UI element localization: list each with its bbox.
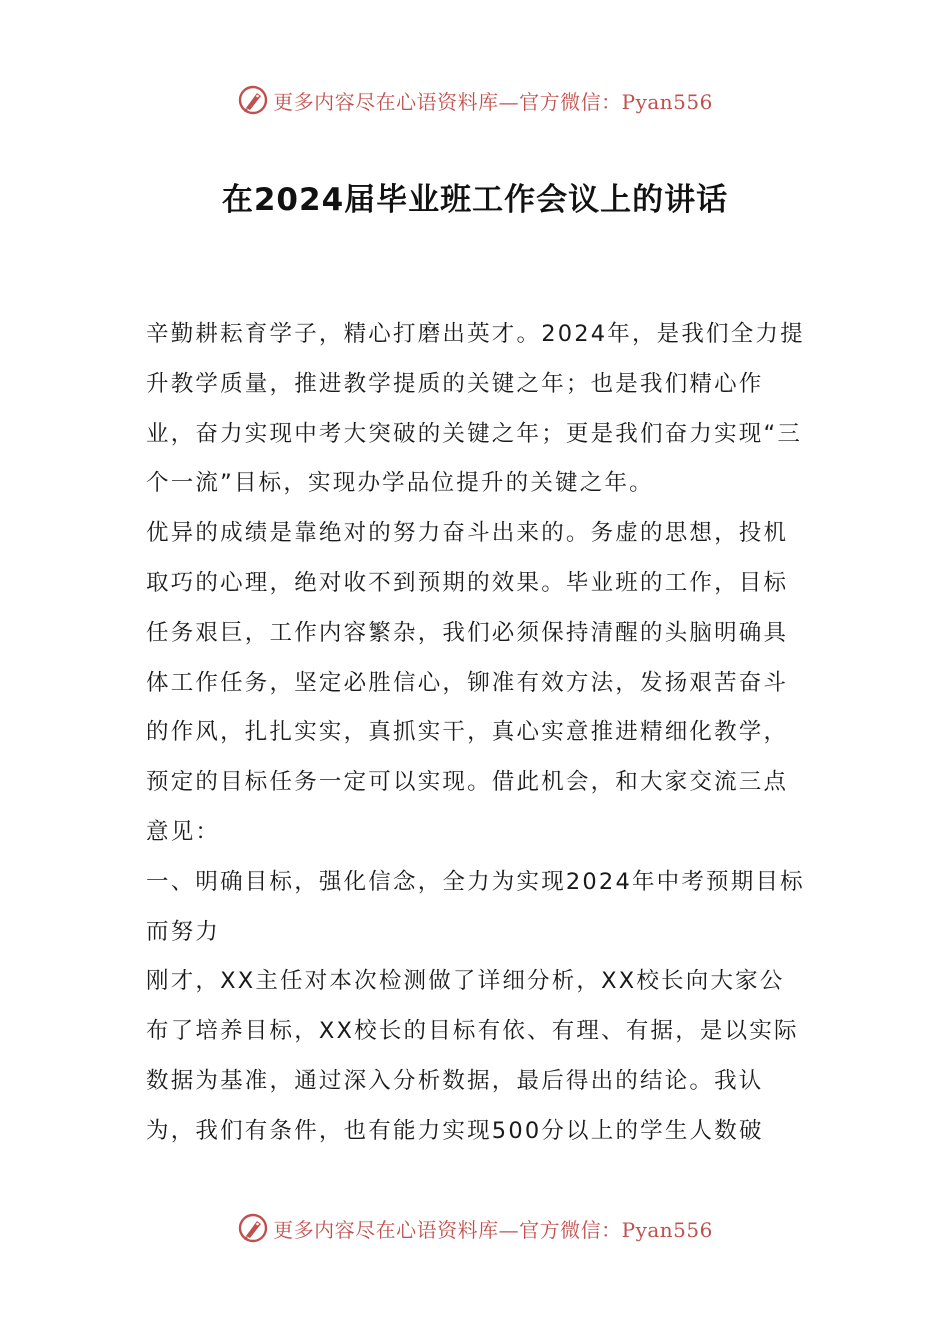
pen-nib-logo-icon: [237, 1212, 269, 1244]
document-body: [146, 310, 808, 1157]
pen-nib-logo-icon: [237, 84, 269, 116]
paragraph-effort: 优异的成绩是靠绝对的努力奋斗出来的。务虚的思想，投机取巧的心理，绝对收不到预期的效果。毕业班的工作，目标任务艰巨，工作内容繁杂，我们必须保持清醒的头脑明确具体工作任务，坚定必胜信心，铆准有效方法，发扬艰苦奋斗的作风，扎扎实实，真抓实干，真心实意推进精细化教学，预定的目标任务一定可以实现。借此机会，和大家交流三点意见：: [146, 520, 789, 845]
header-banner: [0, 84, 950, 116]
footer-banner: [0, 1212, 950, 1244]
paragraph-intro: 辛勤耕耘育学子，精心打磨出英才。2024年，是我们全力提升教学质量，推进教学提质的关键之年；也是我们精心作业，奋力实现中考大突破的关键之年；更是我们奋力实现“三个一流”目标，实现办学品位提升的关键之年。: [146, 321, 805, 497]
section-heading-1: 一、明确目标，强化信念，全力为实现2024年中考预期目标而努力: [146, 868, 805, 945]
footer-banner-text: 更多内容尽在心语资料库—官方微信：Pyan556: [273, 1217, 713, 1242]
document-title: 在2024届毕业班工作会议上的讲话: [221, 182, 729, 218]
paragraph-analysis: 刚才，XX主任对本次检测做了详细分析，XX校长向大家公布了培养目标，XX校长的目标有依、有理、有据，是以实际数据为基准，通过深入分析数据，最后得出的结论。我认为，我们有条件，也有能力实现500分以上的学生人数破: [146, 968, 799, 1144]
header-banner-text: 更多内容尽在心语资料库—官方微信：Pyan556: [273, 89, 713, 114]
